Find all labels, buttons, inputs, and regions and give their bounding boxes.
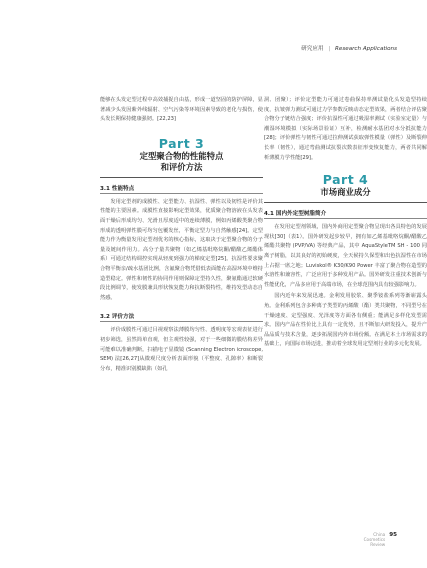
section-rule-right bbox=[264, 202, 427, 203]
header-section-en: Research Applications bbox=[335, 46, 397, 52]
right-column bbox=[264, 96, 427, 352]
part3-block bbox=[100, 137, 263, 178]
magazine-name-line3: Review bbox=[370, 542, 386, 547]
magazine-name bbox=[364, 532, 386, 547]
page-number: 95 bbox=[389, 532, 397, 538]
subsection-3-1-heading: 3.1 性能特点 bbox=[100, 184, 263, 194]
subsection-3-2-body: 评价成膜性可通过目视观察法薄膜均匀性、透明度等宏观表征进行初步筛选，虽然简单直观，但主观性较强，对于一些细微的膜结构差异可能难以准确判断。扫描电子显微镜 (Scanning Electron icroscope, SEM) 法[26,27]从微观尺度分析表面形貌（平整度、孔隙率）和断裂分布，精准识别膜缺陷（如孔 bbox=[100, 327, 263, 372]
header-section-cn: 研究应用 bbox=[301, 46, 324, 52]
left-column bbox=[100, 96, 263, 376]
running-header bbox=[301, 44, 397, 52]
part3-title-line1: 定型聚合物的性能特点 bbox=[139, 150, 224, 161]
part3-title-line2: 和评价方法 bbox=[160, 161, 203, 172]
part3-label: Part 3 bbox=[158, 135, 205, 151]
magazine-name-line1: China bbox=[373, 532, 386, 537]
section-rule bbox=[100, 177, 263, 178]
subsection-4-1-body-1: 在发用定型剂领域，国内外商用定型聚合物呈现出各具特色的发展现状[30]（表1）。国外研发起步较早，拥有如乙烯基吡咯烷酮/醋酸乙烯酯共聚物 (PVP/VA) 等经典产品，其中 AquaStyleTM SH - 100 同离子树脂，以其良好的初始硬度，全天候持久保型和出色抗湿性在市场上占据一席之地；Luviskol® K30/K90 Power 丰富了聚合物在造型的水溶性和兼容性，广泛应用于多种发用产品。国外研发注重技术创新与性能优化，产品多应用于高端市场，在全球范围内具有较强影响力。 bbox=[264, 224, 427, 288]
page-footer bbox=[364, 532, 397, 547]
part4-label: Part 4 bbox=[322, 172, 369, 188]
part4-block bbox=[264, 173, 427, 203]
subsection-4-1-heading: 4.1 国内外定型树脂简介 bbox=[264, 209, 427, 219]
subsection-3-2-heading: 3.2 评价方法 bbox=[100, 312, 263, 322]
part4-title: 市场商业成分 bbox=[320, 187, 371, 198]
continued-paragraph-right: 洞、团聚）；评价定型能力可通过卷曲保持率测试量化头发造型持续度，抗皱弹力测试可通过力学参数反映动态定型效果，两者结合评估聚合物分子链结合强度；评价抗湿性可通过吸湿率测试（实验室定量）与潮湿环境模拟（实际场景验证）互补，检测耐水基团对水分抵抗能力[28]；评价弹性与韧性可通过拉伸测试获取弹性模量（弹性）及断裂伸长率（韧性），通过弯曲测试抗裂次数表征形变恢复能力，两者共同解析薄膜力学性能[29]。 bbox=[264, 97, 427, 161]
continued-paragraph: 能够在头发定型过程中高效捕捉自由基，形成一道坚固的防护屏障，显著减少头发因紫外线辐射、空气污染等环境因素导致的老化与损伤，使头发长期保持健康强韧。[22,23] bbox=[100, 97, 263, 123]
magazine-name-line2: Cosmetics bbox=[363, 537, 386, 542]
subsection-4-1-body-2: 国内近年来发展迅速。金利发用胶浆、聚季铵盐系列等渐崭露头角。金利系列包含多种离子类型的丙烯酸（酯）类共聚物，不同型号在干燥速度、定型强度、光泽度等方面各有侧重；能满足多样化发型需求。国内产品在性价比上具有一定优势，且不断加大研发投入，提升产品品质与技术含量，逐步拓展国内外市场份额。在满足本土市场需求的基础上，向国际市场迈进，推动着全球发用定型剂行业的多元化发展。 bbox=[264, 293, 427, 348]
header-separator: | bbox=[328, 46, 331, 52]
subsection-3-1-body: 发用定型剂的成膜性、定型能力、抗湿性、弹性以及韧性是评价其性能的主要因素。成膜性直接影响定型效果，优质聚合物溶液在头发表面干燥后形成均匀、光滑且厚度适中的连续薄膜，例如丙烯酸类聚合物形成的透明弹性膜可均匀包覆发丝，平衡定型力与自然触感[24]。定型能力作为衡量发用定型剂优劣的核心指标，这取决于定型聚合物的分子量及链间作用力。高分子量共聚物（如乙烯基吡咯烷酮/醋酸乙烯酯体系）可通过结构调控实现从轻度到强力的梯度定型[25]。抗湿性要求聚合物平衡亲/疏水基团比例，含氟聚合物凭借低表面能在高湿环境中维持造型稳定。弹性和韧性的协同作用则保障定型持久性，聚氨酯通过软硬段比例调节，使发膜兼具形状恢复能力和抗断裂特性，维持发型动态自然感。 bbox=[100, 198, 263, 301]
